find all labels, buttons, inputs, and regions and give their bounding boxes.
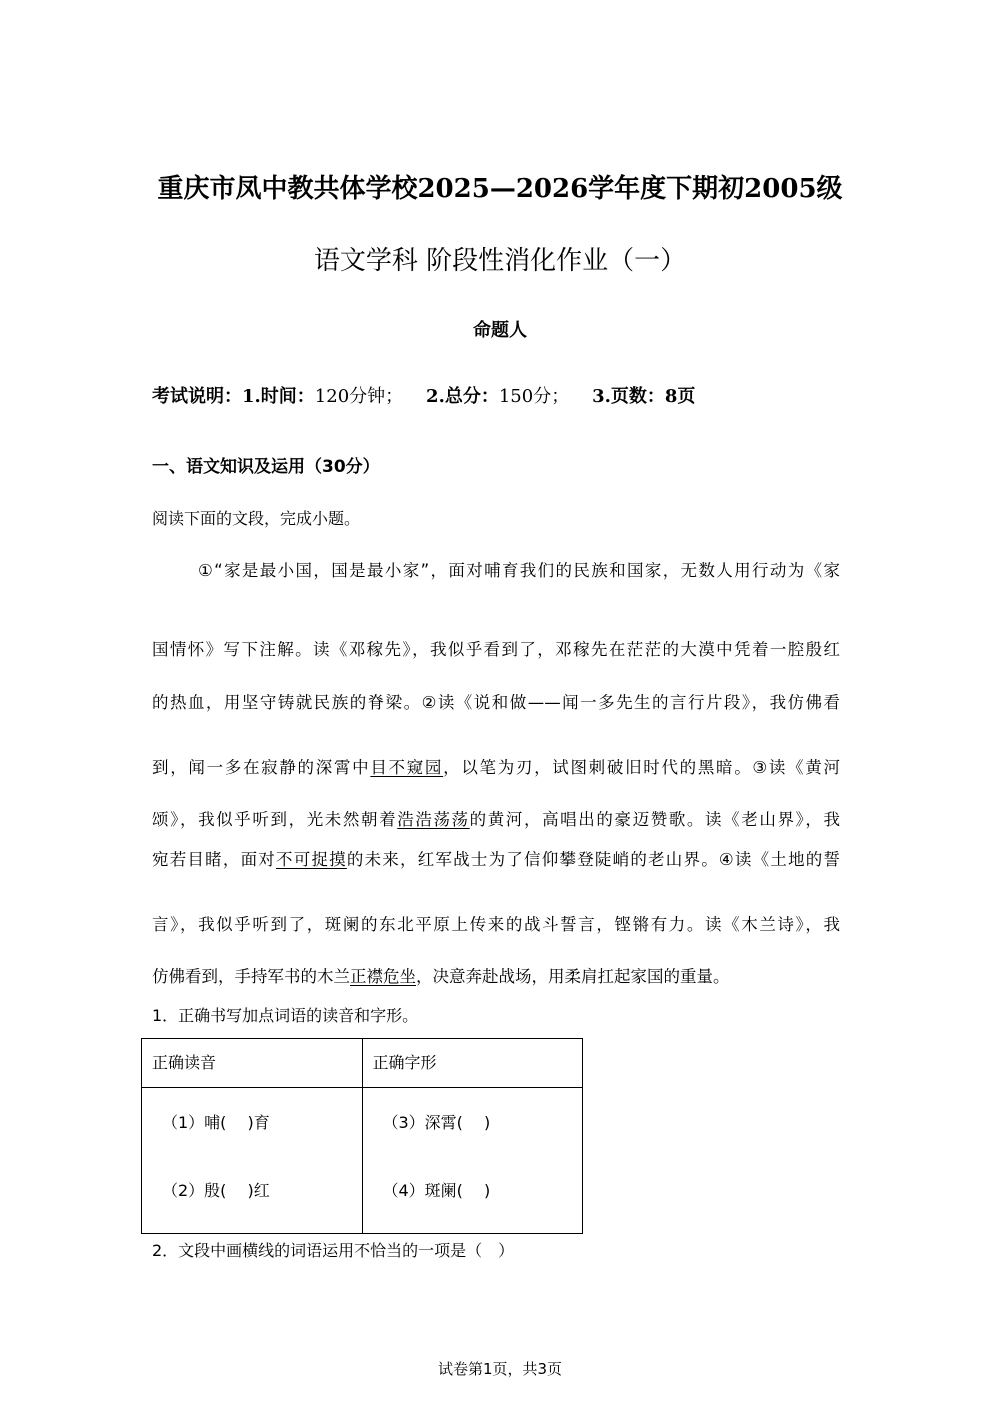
table-header-characters: 正确字形 — [362, 1039, 583, 1088]
passage-text: ，以笔为刃，试图刺破旧时代的黑暗。③读《黄河 — [443, 758, 841, 777]
question-2: 2．文段中画横线的词语运用不恰当的一项是（ ） — [152, 1241, 515, 1260]
question-1: 1．正确书写加点词语的读音和字形。 — [152, 1006, 419, 1025]
score-label: 2.总分： — [426, 386, 499, 407]
document-title: 重庆市凤中教共体学校2025—2026学年度下期初2005级 — [157, 174, 843, 204]
pronunciation-cell — [142, 1088, 363, 1234]
exam-instructions — [152, 382, 695, 408]
answer-item-3[interactable]: （3）深霄( ) — [382, 1113, 491, 1132]
underlined-phrase-4: 正襟危坐 — [350, 967, 416, 986]
section-heading: 一、语文知识及运用（30分） — [152, 457, 380, 477]
answer-item-1[interactable]: （1）哺( )育 — [162, 1113, 270, 1132]
answer-item-2[interactable]: （2）殷( )红 — [162, 1181, 270, 1200]
underlined-phrase-2: 浩浩荡荡 — [397, 810, 470, 829]
answer-item-4[interactable]: （4）斑阑( ) — [382, 1181, 491, 1200]
passage-text: 的黄河，高唱出的豪迈赞歌。读《老山界》，我 — [469, 810, 841, 829]
passage-line-6 — [152, 846, 840, 870]
author-line: 命题人 — [473, 320, 527, 341]
reading-instruction: 阅读下面的文段，完成小题。 — [152, 509, 361, 528]
page-footer: 试卷第1页，共3页 — [437, 1360, 563, 1378]
characters-cell — [362, 1088, 583, 1234]
passage-text: 宛若目睹，面对 — [152, 850, 277, 869]
passage-line-5 — [152, 806, 840, 830]
passage-text: 到，闻一多在寂静的深霄中 — [152, 758, 371, 777]
passage-line-8 — [152, 963, 840, 987]
passage-line-7: 言》，我似乎听到了，斑阑的东北平原上传来的战斗誓言，铿锵有力。读《木兰诗》，我 — [152, 915, 840, 934]
passage-text: ，决意奔赴战场，用柔肩扛起家国的重量。 — [416, 967, 730, 986]
pages-info: 3.页数：8页 — [592, 386, 696, 407]
passage-line-3: 的热血，用坚守铸就民族的脊梁。②读《说和做——闻一多先生的言行片段》，我仿佛看 — [152, 693, 840, 712]
score-value: 150分； — [498, 386, 570, 407]
passage-text: 仿佛看到，手持军书的木兰 — [152, 967, 350, 986]
instructions-label: 考试说明： — [152, 386, 242, 407]
underlined-phrase-3: 不可捉摸 — [276, 850, 347, 869]
answer-table — [141, 1038, 583, 1234]
document-subtitle: 语文学科 阶段性消化作业（一） — [313, 246, 687, 276]
passage-text: 颂》，我似乎听到，光未然朝着 — [152, 810, 398, 829]
time-label: 1.时间： — [242, 386, 315, 407]
underlined-phrase-1: 目不窥园 — [370, 758, 444, 777]
table-header-pronunciation: 正确读音 — [142, 1039, 363, 1088]
passage-text: 的未来，红军战士为了信仰攀登陡峭的老山界。④读《土地的誓 — [346, 850, 841, 869]
passage-line-1: ①“家是最小国，国是最小家”，面对哺育我们的民族和国家，无数人用行动为《家 — [198, 561, 840, 580]
passage-line-2: 国情怀》写下注解。读《邓稼先》，我似乎看到了，邓稼先在茫茫的大漠中凭着一腔殷红 — [152, 640, 840, 659]
time-value: 120分钟； — [314, 386, 404, 407]
passage-line-4 — [152, 754, 840, 778]
